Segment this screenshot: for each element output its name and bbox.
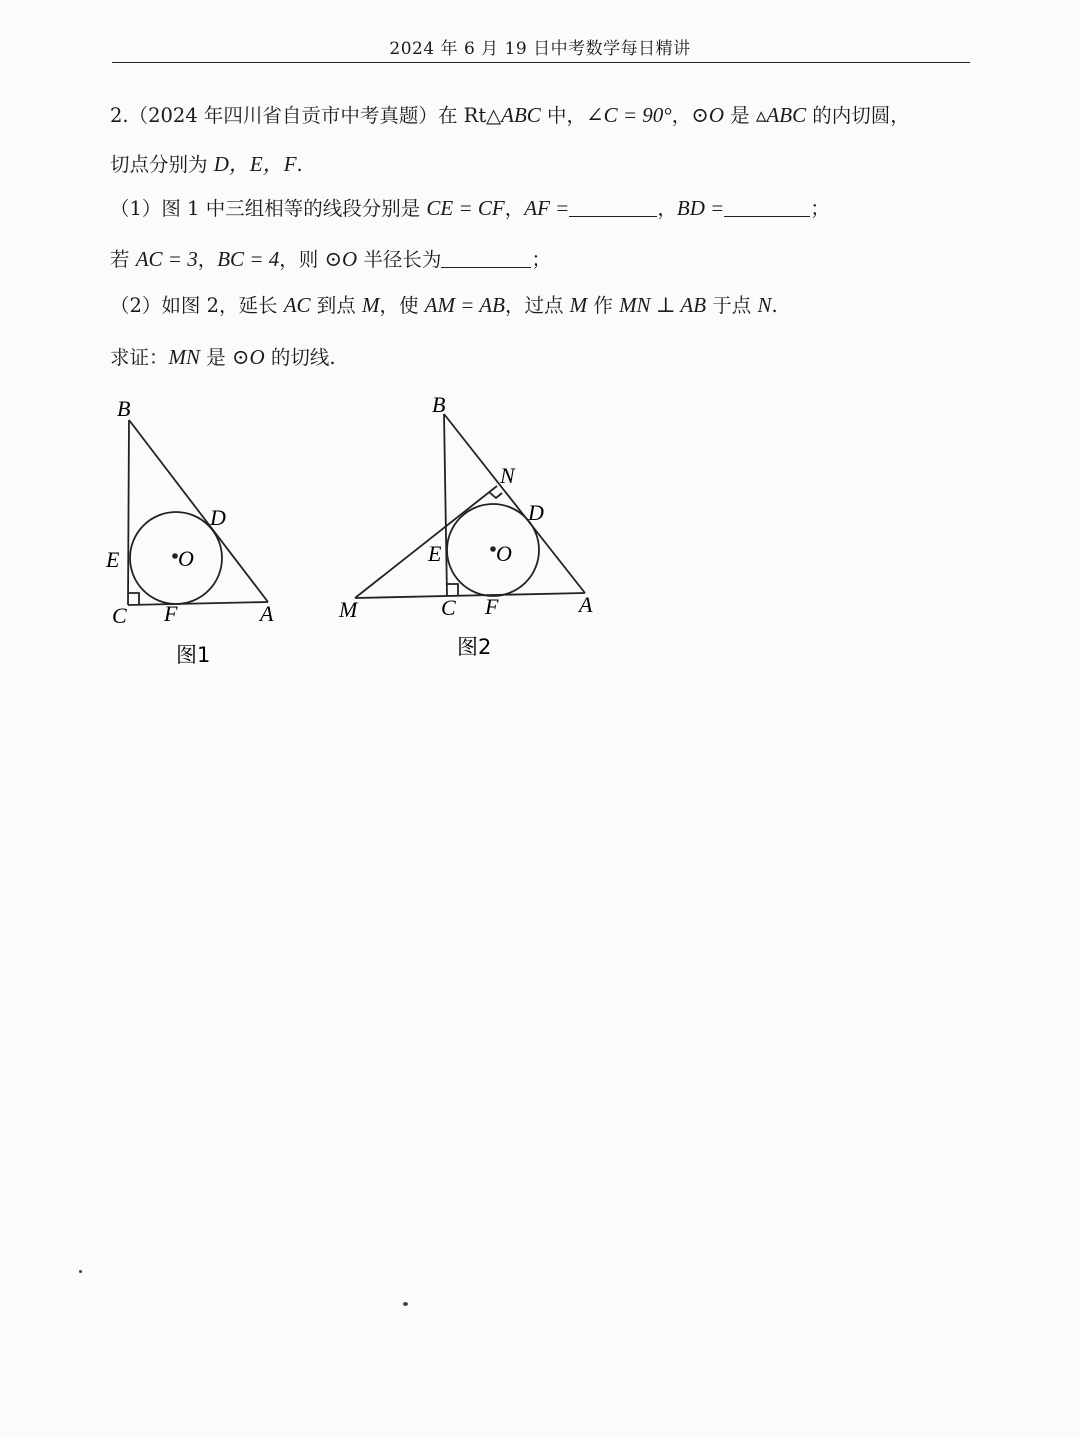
label-d: D <box>210 505 226 530</box>
problem-line-1 <box>110 100 910 128</box>
answer-blank-radius[interactable] <box>441 247 531 268</box>
text: ， <box>671 104 692 127</box>
math-m: M <box>361 293 380 317</box>
part1-line-2 <box>110 244 551 272</box>
label-a: A <box>260 601 274 626</box>
text: 是 <box>200 346 232 369</box>
segment-ab <box>444 414 585 593</box>
math-mn-perp-ab: MN ⊥ AB <box>619 293 707 317</box>
text: . <box>771 294 778 317</box>
text: ； <box>531 248 551 271</box>
label-f: F <box>485 594 499 619</box>
segment-ca <box>128 602 268 605</box>
text: （2）如图 2，延长 <box>110 294 284 317</box>
right-angle-mark-n <box>489 492 502 498</box>
label-e: E <box>428 541 442 566</box>
label-b: B <box>117 396 131 421</box>
figure-1-caption: 图1 <box>176 643 211 667</box>
label-n: N <box>500 463 515 488</box>
label-o: O <box>178 546 194 571</box>
math-circle: ⊙O <box>231 345 265 369</box>
problem-number: 2. <box>110 104 129 127</box>
part2-line <box>110 290 778 318</box>
segment-ab <box>129 420 268 602</box>
text: 到点 <box>310 294 362 317</box>
label-e: E <box>106 547 120 572</box>
label-a: A <box>579 592 593 617</box>
label-o: O <box>496 541 512 566</box>
text: 若 <box>110 248 136 271</box>
label-d: D <box>528 500 544 525</box>
math-af: AF = <box>524 196 570 220</box>
proof-line <box>110 342 336 370</box>
text: 在 Rt△ <box>437 104 502 127</box>
text: 求证： <box>110 346 169 369</box>
text: ； <box>810 197 830 220</box>
segment-ma <box>355 593 585 598</box>
math-am-ab: AM = AB <box>424 293 505 317</box>
text: ，使 <box>379 294 425 317</box>
segment-bc <box>444 414 447 596</box>
math-ac: AC <box>283 293 311 317</box>
label-c: C <box>112 603 127 628</box>
text: ， <box>657 197 677 220</box>
scan-speck <box>79 1270 82 1273</box>
text: 的内切圆， <box>806 104 910 127</box>
text: 的切线. <box>264 346 336 369</box>
problem-source: （2024 年四川省自贡市中考真题） <box>128 104 438 127</box>
math-circle: ⊙O <box>691 103 724 127</box>
center-dot <box>490 546 496 552</box>
math-ac: AC = 3 <box>135 247 198 271</box>
text: 是 <box>723 104 756 127</box>
math-angle: ∠C = 90° <box>586 103 672 127</box>
text: ，则 <box>279 248 325 271</box>
math-n: N <box>757 293 772 317</box>
right-angle-mark-c <box>447 584 458 595</box>
right-angle-mark <box>128 593 139 604</box>
text: 半径长为 <box>357 248 442 271</box>
text: . <box>296 153 303 176</box>
text: 于点 <box>706 294 758 317</box>
label-c: C <box>441 595 456 620</box>
header-rule <box>112 62 970 63</box>
answer-blank-bd[interactable] <box>724 196 810 217</box>
label-f: F <box>164 601 178 626</box>
text: ，过点 <box>504 294 570 317</box>
center-dot <box>172 553 178 559</box>
segment-bc <box>128 420 129 605</box>
math-abc: ABC <box>501 103 541 127</box>
math-bd: BD = <box>676 196 725 220</box>
text: 作 <box>587 294 620 317</box>
text: ， <box>197 248 218 271</box>
page-header: 2024 年 6 月 19 日中考数学每日精讲 <box>389 39 691 59</box>
part1-line <box>110 193 830 221</box>
math-m: M <box>569 293 588 317</box>
math-ce-cf: CE = CF <box>426 196 505 220</box>
math-points: D，E，F <box>213 152 297 176</box>
math-mn: MN <box>168 345 201 369</box>
label-m: M <box>339 597 358 622</box>
answer-blank-af[interactable] <box>569 196 657 217</box>
math-bc: BC = 4 <box>217 247 280 271</box>
figure-1 <box>100 390 300 680</box>
text: ， <box>504 197 525 220</box>
math-triangle: ▵ABC <box>755 103 807 127</box>
problem-line-2 <box>110 148 303 178</box>
text: 中， <box>540 104 587 127</box>
text: （1）图 1 中三组相等的线段分别是 <box>110 197 427 220</box>
text: 切点分别为 <box>110 153 214 176</box>
figure-2-caption: 图2 <box>457 635 492 659</box>
math-circle: ⊙O <box>324 247 358 271</box>
scan-speck <box>403 1302 408 1306</box>
figure-2 <box>330 390 610 680</box>
segment-mn <box>355 486 497 598</box>
label-b: B <box>432 392 446 417</box>
